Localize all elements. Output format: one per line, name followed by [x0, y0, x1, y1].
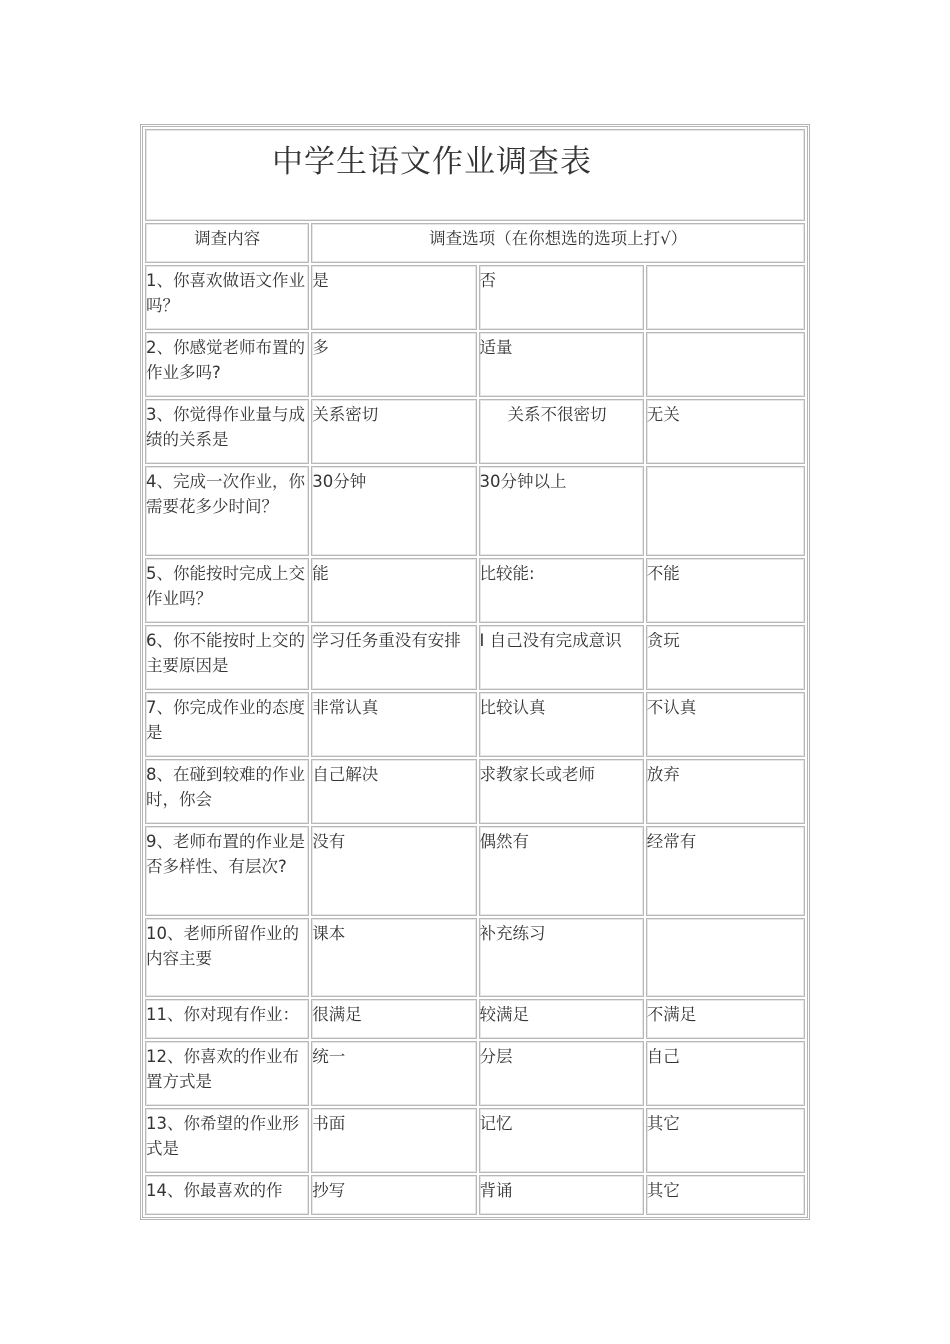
option-cell[interactable]: 不认真	[646, 692, 805, 757]
question-cell: 6、你不能按时上交的主要原因是	[145, 625, 309, 690]
option-cell[interactable]	[646, 918, 805, 997]
question-cell: 4、完成一次作业，你需要花多少时间？	[145, 466, 309, 556]
option-cell[interactable]: 能	[311, 558, 476, 623]
option-cell[interactable]: 求教家长或老师	[479, 759, 644, 824]
option-cell[interactable]: 非常认真	[311, 692, 476, 757]
option-cell[interactable]: 课本	[311, 918, 476, 997]
option-cell[interactable]: 贪玩	[646, 625, 805, 690]
table-row	[145, 759, 805, 824]
option-cell[interactable]: 比较认真	[479, 692, 644, 757]
option-cell[interactable]: 补充练习	[479, 918, 644, 997]
table-row	[145, 466, 805, 556]
option-cell[interactable]: 背诵	[479, 1175, 644, 1215]
header-options: 调查选项（在你想选的选项上打√）	[311, 223, 805, 263]
question-cell: 9、老师布置的作业是否多样性、有层次?	[145, 826, 309, 916]
option-cell[interactable]: 很满足	[311, 999, 476, 1039]
option-cell[interactable]: 记忆	[479, 1108, 644, 1173]
option-cell[interactable]: 统一	[311, 1041, 476, 1106]
option-cell[interactable]: 较满足	[479, 999, 644, 1039]
title-cell	[145, 129, 805, 221]
table-row	[145, 1108, 805, 1173]
option-cell[interactable]: 不能	[646, 558, 805, 623]
option-cell[interactable]: 30分钟以上	[479, 466, 644, 556]
option-cell[interactable]: 自己解决	[311, 759, 476, 824]
table-row	[145, 692, 805, 757]
option-cell[interactable]: 抄写	[311, 1175, 476, 1215]
option-cell[interactable]: 分层	[479, 1041, 644, 1106]
survey-table-frame	[140, 124, 810, 1220]
question-cell: 14、你最喜欢的作	[145, 1175, 309, 1215]
option-cell[interactable]: 偶然有	[479, 826, 644, 916]
table-row	[145, 332, 805, 397]
option-cell[interactable]: 多	[311, 332, 476, 397]
option-cell[interactable]	[646, 265, 805, 330]
page-title: 中学生语文作业调查表	[272, 144, 592, 180]
question-cell: 12、你喜欢的作业布置方式是	[145, 1041, 309, 1106]
option-cell[interactable]: 比较能:	[479, 558, 644, 623]
question-cell: 3、你觉得作业量与成绩的关系是	[145, 399, 309, 464]
header-content: 调查内容	[145, 223, 309, 263]
option-cell[interactable]	[646, 332, 805, 397]
option-cell[interactable]: 适量	[479, 332, 644, 397]
question-cell: 8、在碰到较难的作业时，你会	[145, 759, 309, 824]
table-row	[145, 399, 805, 464]
survey-table	[143, 127, 807, 1217]
question-cell: 2、你感觉老师布置的作业多吗?	[145, 332, 309, 397]
option-cell[interactable]: 无关	[646, 399, 805, 464]
question-cell: 1、你喜欢做语文作业吗？	[145, 265, 309, 330]
option-cell[interactable]: 其它	[646, 1175, 805, 1215]
table-row	[145, 999, 805, 1039]
option-cell[interactable]: 放弃	[646, 759, 805, 824]
table-row	[145, 918, 805, 997]
option-cell[interactable]: 其它	[646, 1108, 805, 1173]
table-row	[145, 625, 805, 690]
option-cell[interactable]: I 自己没有完成意识	[479, 625, 644, 690]
option-cell[interactable]: 学习任务重没有安排	[311, 625, 476, 690]
option-cell[interactable]: 30分钟	[311, 466, 476, 556]
option-cell[interactable]: 没有	[311, 826, 476, 916]
option-cell[interactable]: 关系密切	[311, 399, 476, 464]
question-cell: 5、你能按时完成上交作业吗？	[145, 558, 309, 623]
option-cell[interactable]: 否	[479, 265, 644, 330]
question-cell: 10、老师所留作业的内容主要	[145, 918, 309, 997]
option-cell[interactable]: 关系不很密切	[479, 399, 644, 464]
option-cell[interactable]	[646, 466, 805, 556]
table-row	[145, 558, 805, 623]
table-row	[145, 826, 805, 916]
table-row	[145, 1175, 805, 1215]
question-cell: 13、你希望的作业形式是	[145, 1108, 309, 1173]
option-cell[interactable]: 经常有	[646, 826, 805, 916]
table-row	[145, 1041, 805, 1106]
option-cell[interactable]: 是	[311, 265, 476, 330]
question-cell: 11、你对现有作业：	[145, 999, 309, 1039]
table-row	[145, 265, 805, 330]
option-cell[interactable]: 书面	[311, 1108, 476, 1173]
option-cell[interactable]: 不满足	[646, 999, 805, 1039]
question-cell: 7、你完成作业的态度是	[145, 692, 309, 757]
option-cell[interactable]: 自己	[646, 1041, 805, 1106]
